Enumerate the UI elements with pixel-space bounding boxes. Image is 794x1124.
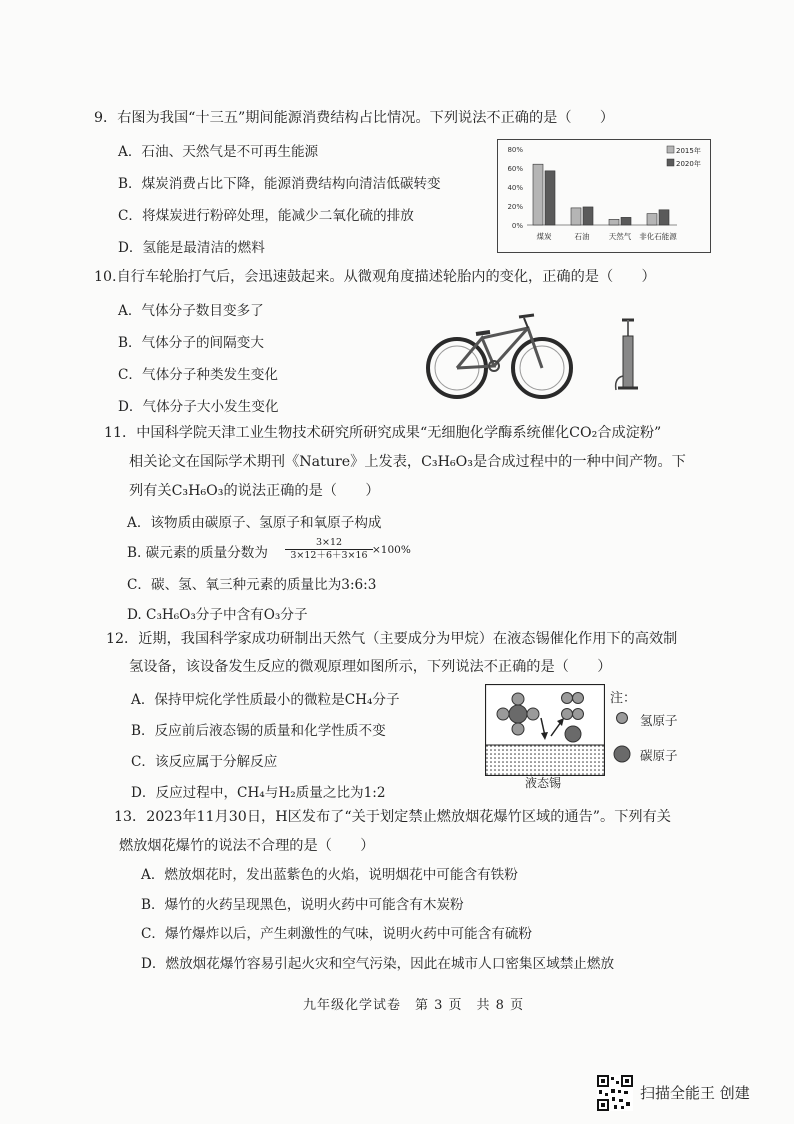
chart-frame [498, 140, 711, 253]
q12-option-c: C．该反应属于分解反应 [131, 754, 278, 770]
y-tick-label: 20% [507, 203, 523, 211]
bar-2015年-石油 [571, 208, 581, 225]
y-tick-label: 40% [507, 184, 523, 192]
q11-stem-line2: 相关论文在国际学术期刊《Nature》上发表，C₃H₆O₃是合成过程中的一种中间产物。下 [129, 454, 686, 470]
q10-option-c: C．气体分子种类发生变化 [118, 367, 278, 383]
q9-option-b: B．煤炭消费占比下降，能源消费结构向清洁低碳转变 [118, 176, 441, 192]
legend-swatch [667, 146, 674, 153]
q13-option-d: D．燃放烟花爆竹容易引起火灾和空气污染，因此在城市人口密集区域禁止燃放 [141, 956, 615, 972]
q13-stem-line1: 13．2023年11月30日，H区发布了“关于划定禁止燃放烟花爆竹区域的通告”。下列有关 [114, 809, 671, 825]
bar-2020年-煤炭 [545, 171, 555, 225]
x-tick-label: 天然气 [608, 232, 632, 241]
q10-option-a: A．气体分子数目变多了 [118, 303, 264, 319]
q9-option-d: D．氢能是最清洁的燃料 [118, 240, 265, 256]
q11-fraction [285, 537, 373, 562]
chart-bars [533, 164, 669, 225]
legend-carbon: 碳原子 [640, 748, 678, 763]
chart-legend [667, 146, 701, 168]
q11-option-b-prefix: B. 碳元素的质量分数为 [127, 545, 268, 561]
q10-option-b: B．气体分子的间隔变大 [118, 335, 264, 351]
x-tick-label: 石油 [574, 232, 590, 241]
q12-stem-line2: 氢设备，该设备发生反应的微观原理如图所示，下列说法不正确的是（ ） [129, 659, 612, 675]
q11-stem-line3: 列有关C₃H₆O₃的说法正确的是（ ） [129, 483, 380, 499]
y-tick-label: 0% [511, 222, 523, 230]
legend-label: 2015年 [676, 147, 701, 155]
bar-2020年-非化石能源 [659, 210, 669, 225]
air-pump-image [610, 316, 640, 396]
q10-stem: 10.自行车轮胎打气后，会迅速鼓起来。从微观角度描述轮胎内的变化，正确的是（ ） [94, 269, 656, 285]
q11-option-d: D. C₃H₆O₃分子中含有O₃分子 [127, 607, 308, 623]
scanner-watermark: 扫描全能王 创建 [640, 1084, 750, 1102]
x-tick-label: 煤炭 [536, 232, 552, 241]
y-tick-label: 80% [507, 146, 523, 154]
q12-option-b: B．反应前后液态锡的质量和化学性质不变 [131, 723, 386, 739]
q11-stem-line1: 11．中国科学院天津工业生物技术研究所研究成果“无细胞化学酶系统催化CO₂合成淀粉” [104, 425, 662, 441]
liquid-tin-label: 液态锡 [525, 776, 562, 790]
fraction-numerator: 3×12 [285, 537, 373, 550]
hydrogen-atom-icon [615, 711, 629, 725]
q11-option-c: C．碳、氢、氧三种元素的质量比为3:6:3 [127, 577, 377, 593]
q11-option-a: A．该物质由碳原子、氢原子和氧原子构成 [127, 515, 382, 531]
q9-stem: 9．右图为我国“十三五”期间能源消费结构占比情况。下列说法不正确的是（ ） [94, 110, 615, 126]
bar-2015年-天然气 [609, 219, 619, 225]
q12-option-d: D．反应过程中，CH₄与H₂质量之比为1:2 [131, 785, 386, 801]
legend-hydrogen: 氢原子 [640, 713, 678, 728]
bar-2015年-非化石能源 [647, 214, 657, 225]
bar-2015年-煤炭 [533, 164, 543, 225]
carbon-atom-icon [612, 744, 632, 764]
q13-option-c: C．爆竹爆炸以后，产生刺激性的气味，说明火药中可能含有硫粉 [141, 926, 533, 942]
legend-swatch [667, 159, 674, 166]
qr-code-icon [597, 1075, 633, 1111]
bicycle-image [424, 310, 574, 402]
reaction-diagram [485, 684, 605, 776]
q13-stem-line2: 燃放烟花爆竹的说法不合理的是（ ） [119, 838, 375, 854]
q12-stem-line1: 12．近期，我国科学家成功研制出天然气（主要成分为甲烷）在液态锡催化作用下的高效制 [106, 631, 678, 647]
bar-2020年-石油 [583, 207, 593, 225]
q9-option-c: C．将煤炭进行粉碎处理，能减少二氧化硫的排放 [118, 208, 414, 224]
q9-option-a: A．石油、天然气是不可再生能源 [118, 144, 319, 160]
chart-labels [537, 231, 678, 241]
legend-label: 2020年 [676, 160, 701, 168]
q13-option-a: A．燃放烟花时，发出蓝紫色的火焰，说明烟花中可能含有铁粉 [141, 867, 518, 883]
energy-structure-bar-chart [497, 139, 711, 253]
fraction-denominator: 3×12＋6＋3×16 [290, 550, 368, 561]
legend-title: 注： [610, 691, 637, 706]
page-footer: 九年级化学试卷 第 3 页 共 8 页 [303, 998, 525, 1013]
y-tick-label: 60% [507, 165, 523, 173]
bar-2020年-天然气 [621, 217, 631, 225]
x-tick-label: 非化石能源 [639, 232, 677, 241]
q12-option-a: A．保持甲烷化学性质最小的微粒是CH₄分子 [131, 692, 400, 708]
q10-option-d: D．气体分子大小发生变化 [118, 399, 279, 415]
q13-option-b: B．爆竹的火药呈现黑色，说明火药中可能含有木炭粉 [141, 897, 464, 913]
q11-option-b-suffix: ×100% [372, 544, 411, 556]
